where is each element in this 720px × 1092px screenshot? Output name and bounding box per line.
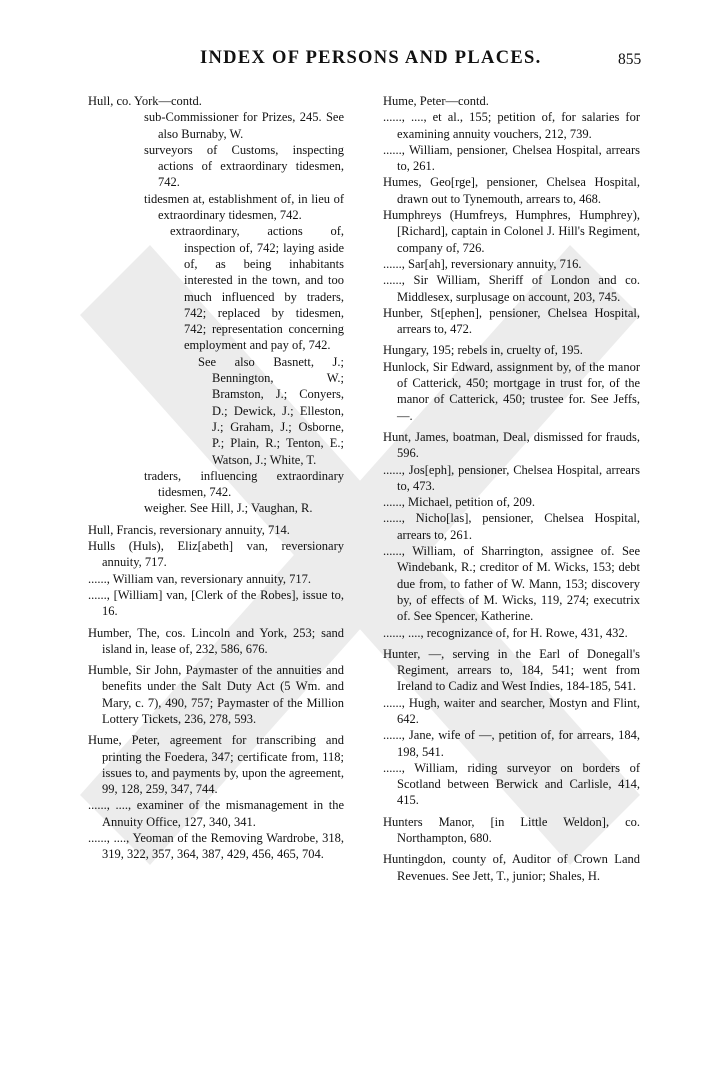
index-entry: Hunt, James, boatman, Deal, dismissed for frauds, 596. (383, 429, 640, 461)
index-entry: Huntingdon, county of, Auditor of Crown Land Revenues. See Jett, T., junior; Shales, H. (383, 852, 640, 883)
index-entry: Humphreys (Humfreys, Humphres, Humphrey), [Richard], captain in Colonel J. Hill's Regiment, company of, 726. (383, 208, 640, 255)
index-entry: Hume, Peter, agreement for transcribing and printing the Foedera, 347; certificate from, 118; issues to, and payments by, upon the agreement, 99, 128, 259, 347, 744. (88, 733, 344, 797)
index-entry: ......, Nicho[las], pensioner, Chelsea Hospital, arrears to, 261. (383, 511, 640, 542)
index-entry: ......, William, of Sharrington, assignee of. See Windebank, R.; creditor of M. Wicks, 153; debt due from, to father of W. Mann, 153; discovery by, of effects of M. Wicks, 119, 274; executrix of. See Spencer, Katherine. (383, 544, 640, 624)
index-entry: ......, William, riding surveyor on borders of Scotland between Berwick and Carlisle, 414, 415. (383, 760, 640, 808)
index-entry: Hunber, St[ephen], pensioner, Chelsea Hospital, arrears to, 472. (383, 305, 640, 337)
index-subentry: surveyors of Customs, inspecting actions of extraordinary tidesmen, 742. (144, 142, 344, 190)
left-column (88, 93, 344, 863)
index-entry: ......, William van, reversionary annuity, 717. (88, 571, 312, 586)
index-entry: Hull, co. York—contd. (88, 94, 202, 108)
index-entry: Humble, Sir John, Paymaster of the annuities and benefits under the Salt Duty Act (5 Wm. and Mary, c. 7), 490, 757; Paymaster of the Million Lottery Tickets, 236, 278, 593. (88, 663, 344, 726)
index-entry: ......, William, pensioner, Chelsea Hospital, arrears to, 261. (383, 142, 640, 174)
index-subentry: See also Basnett, J.; Bennington, W.; Bramston, J.; Conyers, D.; Dewick, J.; Elleston, J.; Graham, J.; Osborne, P.; Plain, R.; Tenton, E.; Watson, J.; White, T. (198, 354, 344, 467)
index-subentry: weigher. See Hill, J.; Vaughan, R. (144, 501, 313, 516)
page-number: 855 (618, 51, 642, 68)
index-entry: ......, ...., recognizance of, for H. Rowe, 431, 432. (383, 625, 628, 640)
index-entry: ......, Jos[eph], pensioner, Chelsea Hospital, arrears to, 473. (383, 462, 640, 493)
index-subentry: sub-Commissioner for Prizes, 245. See also Burnaby, W. (144, 110, 344, 141)
index-entry: ......, Jane, wife of —, petition of, for arrears, 184, 198, 541. (383, 728, 640, 759)
index-entry: ......, ...., Yeoman of the Removing Wardrobe, 318, 319, 322, 357, 364, 387, 429, 456, 465, 704. (88, 831, 344, 862)
index-entry: ......, ...., examiner of the mismanagement in the Annuity Office, 127, 340, 341. (88, 798, 344, 829)
index-subentry: extraordinary, actions of, inspection of, 742; laying aside of, as being inhabitants interested in the town, and too much influenced by traders, 742; replaced by tidesmen, 742; representation concerning employment and pay of, 742. (170, 224, 344, 353)
index-subentry: traders, influencing extraordinary tidesmen, 742. (144, 468, 344, 500)
index-entry: Hume, Peter—contd. (383, 94, 489, 108)
right-column (383, 93, 640, 884)
index-entry: Hunter, —, serving in the Earl of Donegall's Regiment, arrears to, 184, 541; went from Ireland to Cadiz and West Indies, 184-185, 541. (383, 646, 640, 694)
index-entry: ......, Sar[ah], reversionary annuity, 716. (383, 256, 582, 271)
index-entry: ......, ...., et al., 155; petition of, for salaries for examining annuity vouchers, 212, 739. (383, 110, 640, 141)
index-entry: Hull, Francis, reversionary annuity, 714. (88, 522, 290, 537)
index-entry: Hunters Manor, [in Little Weldon], co. Northampton, 680. (383, 814, 640, 846)
index-subentry: tidesmen at, establishment of, in lieu of extraordinary tidesmen, 742. (144, 191, 344, 223)
index-entry: ......, [William] van, [Clerk of the Robes], issue to, 16. (88, 587, 344, 619)
index-entry: Hungary, 195; rebels in, cruelty of, 195. (383, 343, 583, 358)
index-entry: Hunlock, Sir Edward, assignment by, of the manor of Catterick, 450; mortgage in trust for, of the manor of Catterick, 450; trustee for. See Jeffs, —. (383, 359, 640, 423)
index-entry: Hulls (Huls), Eliz[abeth] van, reversionary annuity, 717. (88, 539, 344, 570)
index-entry: ......, Sir William, Sheriff of London and co. Middlesex, surplusage on account, 203, 745. (383, 273, 640, 304)
running-header (0, 46, 720, 76)
page-title: INDEX OF PERSONS AND PLACES. (200, 48, 542, 68)
index-entry: ......, Michael, petition of, 209. (383, 495, 536, 510)
index-entry: ......, Hugh, waiter and searcher, Mostyn and Flint, 642. (383, 695, 640, 726)
index-entry: Humes, Geo[rge], pensioner, Chelsea Hospital, drawn out to Tynemouth, arrears to, 468. (383, 175, 640, 206)
index-entry: Humber, The, cos. Lincoln and York, 253; sand island in, lease of, 232, 586, 676. (88, 625, 344, 656)
